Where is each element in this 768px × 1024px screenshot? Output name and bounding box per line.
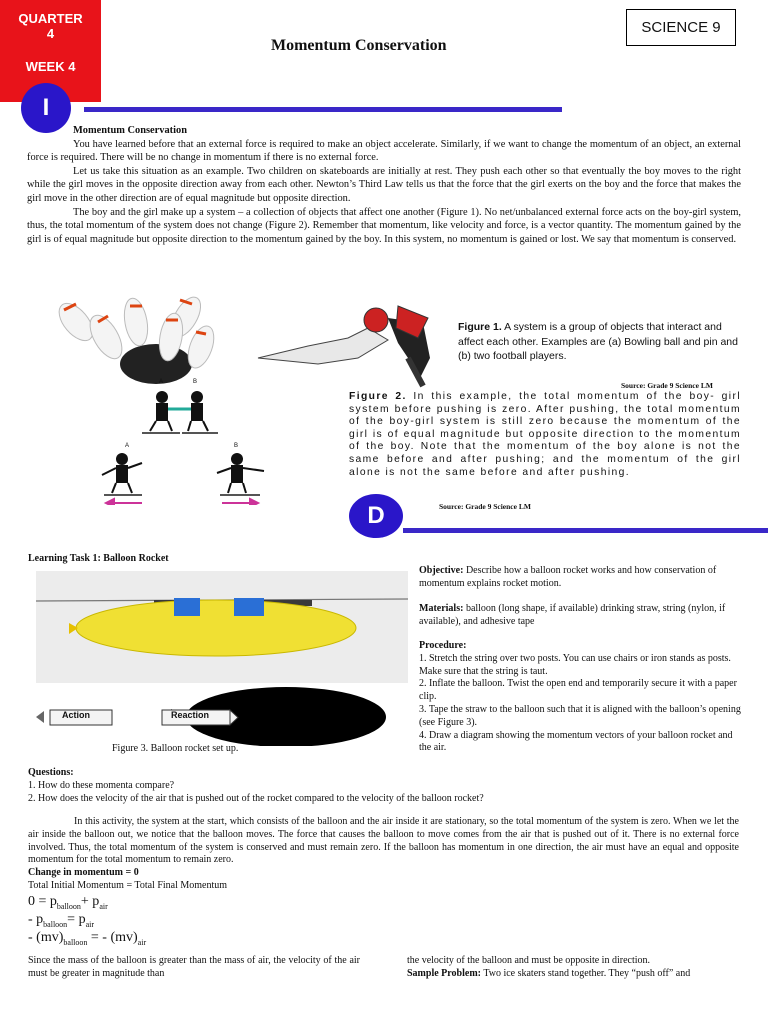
- section-i-heading: Momentum Conservation: [73, 125, 187, 136]
- skater-label-a: A: [159, 379, 164, 385]
- football-players-illustration: [248, 298, 440, 390]
- figure-2-caption: [349, 391, 741, 479]
- eq3-sub-balloon: balloon: [63, 937, 88, 947]
- bowling-illustration: [46, 292, 216, 384]
- figure-1-label: Figure 1.: [458, 321, 502, 333]
- sample-label: Sample Problem:: [407, 967, 481, 979]
- question-item: 2. How does the velocity of the air that is pushed out of the rocket compared to the velocity of the balloon rocket?: [28, 792, 484, 804]
- paragraph: You have learned before that an external force is required to make an object accelerate. Similarly, if we want to change the momentum of an object, an external force is required. There will be no change in momentum if there is no external force.: [27, 138, 741, 164]
- eq1-lhs: 0 = p: [28, 894, 57, 909]
- bottom-right-line: the velocity of the balloon and must be opposite in direction.: [407, 955, 651, 966]
- procedure-step: 4. Draw a diagram showing the momentum vectors of your balloon rocket and the air.: [419, 729, 733, 754]
- questions-label: Questions:: [28, 767, 74, 778]
- skater-label-b: B: [193, 379, 198, 385]
- objective-label: Objective:: [419, 565, 464, 576]
- section-i-badge: I: [21, 83, 71, 133]
- learning-task-title: Learning Task 1: Balloon Rocket: [28, 553, 169, 564]
- eq3-b: = - (mv): [87, 930, 138, 945]
- bottom-left-text: Since the mass of the balloon is greater than the mass of air, the velocity of the air must be greater in magnitude than: [28, 955, 360, 979]
- eq3-sub-air: air: [137, 937, 147, 947]
- paragraph: Let us take this situation as an example. Two children on skateboards are initially at rest. They push each other so that eventually the boy moves to the right while the girl moves in the opposite direction away from each other. Newton’s Third Law tells us that the force that the girl exerts on the boy and the force that makes the girl move in the other direction are of equal magnitude but opposite direction.: [27, 165, 741, 204]
- materials-text: balloon (long shape, if available) drinking straw, string (nylon, if available), and adhesive tape: [419, 603, 726, 627]
- section-i-divider: [84, 107, 562, 112]
- eq1-sub-balloon: balloon: [56, 901, 81, 911]
- quarter-label: QUARTER: [18, 11, 83, 26]
- eq2-sub-balloon: balloon: [43, 919, 68, 929]
- bottom-right-text: [407, 955, 742, 981]
- eq2-sub-air: air: [85, 919, 95, 929]
- procedure-label: Procedure:: [419, 640, 467, 651]
- balloon-rocket-svg: [36, 571, 408, 746]
- questions-block: [28, 767, 742, 805]
- eq1-mid: + p: [80, 894, 100, 909]
- figure-2-text: In this example, the total momentum of the boy- girl system before pushing is zero. After pushing, the total momentum of the boy-girl system is still zero because the momentum of the girl is of equal magnitude but opposite direction to the momentum of the boy. Note that the momentum of the boy alone is not the same before and after pushing; and the momentum of the girl alone is not the same before and after pushing.: [349, 391, 742, 478]
- quarter-number: 4: [46, 26, 55, 41]
- balloon-rocket-figure: [36, 571, 408, 746]
- week-label: WEEK 4: [25, 59, 76, 74]
- figure-1-caption: [458, 320, 744, 364]
- procedure-step: 1. Stretch the string over two posts. You can use chairs or iron stands as posts. Make sure that the string is taut.: [419, 652, 731, 677]
- section-d-divider: [403, 528, 768, 533]
- subject-box: SCIENCE 9: [626, 9, 736, 46]
- eq1-sub-air: air: [99, 901, 108, 911]
- materials-label: Materials:: [419, 603, 464, 614]
- procedure-step: 3. Tape the straw to the balloon such that it is aligned with the balloon’s opening (see Figure 3).: [419, 703, 741, 728]
- figure-1-source: Source: Grade 9 Science LM: [621, 381, 713, 390]
- eq2-b: = p: [67, 912, 86, 927]
- page-title: Momentum Conservation: [271, 37, 447, 54]
- paragraph: The boy and the girl make up a system – a collection of objects that affect one another (Figure 1). No net/unbalanced external force acts on the boy-girl system, thus, the total momentum of the system does not change (Figure 2). Remember that momentum, like velocity and force, is a vector quantity. The momentum gained by the girl is of equal magnitude but opposite direction to the momentum gained by the boy. In this system, no momentum is gained or lost. We say that momentum is conserved.: [27, 206, 741, 245]
- activity-explanation: In this activity, the system at the start, which consists of the balloon and the air inside it are stationary, so the total momentum of the system is zero. When we let the air inside the balloon out, we notice that the balloon moves. The force that causes the balloon to move comes from the air that is pushed out of it. There is no external force involved. Thus, the total momentum of the system is conserved and must remain zero. If the balloon has momentum in one direction, the air must have an equal and opposite momentum for the total momentum to remain zero.: [28, 816, 739, 866]
- sample-text: Two ice skaters stand together. They “push off” and: [483, 967, 691, 979]
- section-i-body: [27, 124, 741, 246]
- figure-2-label: Figure 2.: [349, 391, 407, 402]
- figure-3-caption: Figure 3. Balloon rocket set up.: [112, 743, 239, 754]
- figure-2-source: Source: Grade 9 Science LM: [439, 502, 531, 511]
- total-momentum-line: Total Initial Momentum = Total Final Momentum: [28, 880, 228, 891]
- reaction-label: Reaction: [171, 710, 210, 720]
- skaters-illustration: [32, 383, 342, 505]
- procedure-step: 2. Inflate the balloon. Twist the open end and temporarily secure it with a paper clip.: [419, 678, 737, 703]
- figure-1-text: A system is a group of objects that interact and affect each other. Examples are (a) Bowling ball and pin and (b) two football players.: [458, 321, 738, 362]
- objective-block: [419, 565, 739, 591]
- materials-block: [419, 603, 739, 629]
- eq3-a: - (mv): [28, 930, 64, 945]
- skater-label-b2: B: [234, 443, 239, 449]
- skater-label-a2: A: [125, 443, 130, 449]
- question-item: 1. How do these momenta compare?: [28, 779, 175, 791]
- eq2-a: - p: [28, 912, 44, 927]
- change-in-momentum: Change in momentum = 0: [28, 867, 139, 878]
- objective-text: Describe how a balloon rocket works and how conservation of momentum explains rocket motion.: [419, 565, 717, 589]
- section-d-badge: D: [349, 494, 403, 538]
- action-label: Action: [62, 710, 90, 720]
- equation-3: [28, 929, 146, 952]
- procedure-block: [419, 640, 741, 755]
- sample-problem: [407, 968, 742, 981]
